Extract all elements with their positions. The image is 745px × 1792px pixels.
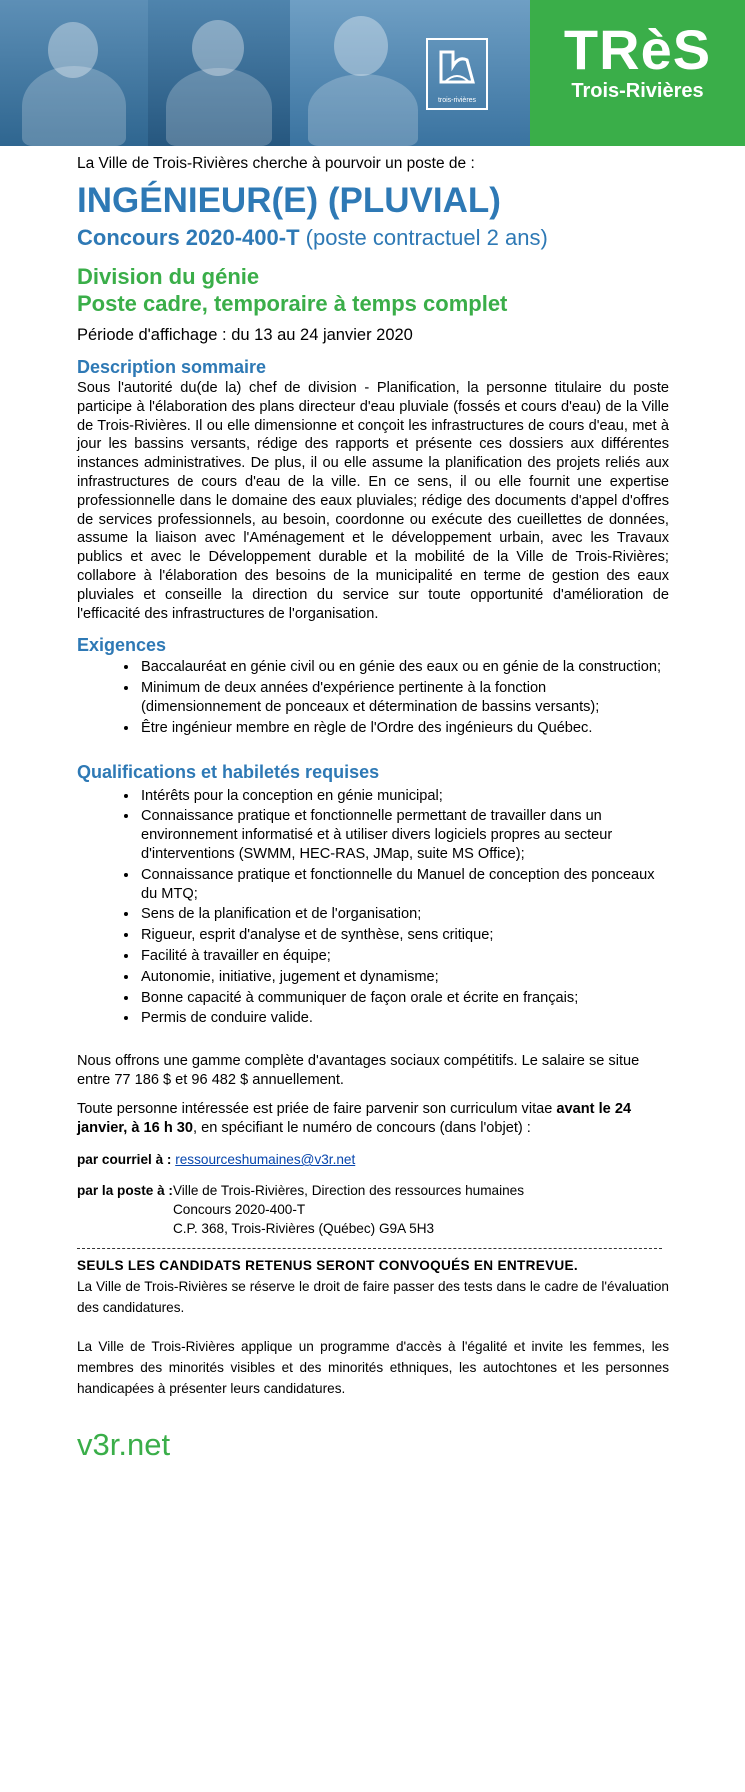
requirements-list (77, 658, 669, 737)
list-item: • Rigueur, esprit d'analyse et de synthèse, sens critique; (139, 926, 669, 945)
postal-address (173, 1181, 524, 1238)
qualifications-list (77, 787, 669, 1029)
list-item: • Facilité à travailler en équipe; (139, 947, 669, 966)
list-item: • Minimum de deux années d'expérience pertinente à la fonction (dimensionnement de ponceaux et détermination de bassins versants); (139, 679, 669, 717)
trois-rivieres-logo (426, 38, 488, 110)
header-banner (0, 0, 745, 146)
concours-line (77, 225, 669, 251)
job-title: INGÉNIEUR(E) (PLUVIAL) (77, 181, 501, 220)
post-label: par la poste à : (77, 1183, 173, 1199)
requirements-heading: Exigences (77, 635, 167, 656)
banner-photo-employee-3 (290, 0, 530, 146)
brand-city: Trois-Rivières (571, 80, 704, 102)
list-item: • Sens de la planification et de l'organisation; (139, 905, 669, 924)
qualifications-heading: Qualifications et habiletés requises (77, 761, 380, 782)
postal-address-row (77, 1181, 669, 1238)
concours-detail: (poste contractuel 2 ans) (299, 225, 548, 250)
posting-period: Période d'affichage : du 13 au 24 janvier 2020 (77, 326, 413, 344)
list-item: • Autonomie, initiative, jugement et dynamisme; (139, 968, 669, 987)
apply-suffix: , en spécifiant le numéro de concours (dans l'objet) : (193, 1120, 531, 1137)
division-name: Division du génie (77, 264, 260, 289)
tres-trois-rivieres-brand (530, 0, 745, 146)
description-heading: Description sommaire (77, 357, 267, 377)
list-item: • Baccalauréat en génie civil ou en génie des eaux ou en génie de la construction; (139, 658, 669, 677)
email-link[interactable]: ressourceshumaines@v3r.net (175, 1152, 356, 1168)
address-line: Ville de Trois-Rivières, Direction des ressources humaines (172, 1183, 525, 1199)
list-item: • Connaissance pratique et fonctionnelle du Manuel de conception des ponceaux du MTQ; (139, 866, 669, 904)
equity-statement: La Ville de Trois-Rivières applique un programme d'accès à l'égalité et invite les femmes, les membres des minorités visibles et des minorités ethniques, les autochtones et les personnes handicapées à présenter leurs candidatures. (77, 1339, 669, 1397)
division-block (77, 263, 669, 317)
banner-photo-employee-1 (0, 0, 148, 146)
email-label: par courriel à : (77, 1152, 176, 1168)
brand-tres: TRèS (563, 18, 712, 81)
application-instructions (77, 1100, 669, 1138)
apply-deadline: avant le 24 janvier, à 16 h 30 (77, 1101, 632, 1137)
concours-number: Concours 2020-400-T (77, 225, 300, 250)
position-type: Poste cadre, temporaire à temps complet (77, 291, 508, 316)
logo-caption: trois-rivières (437, 97, 477, 104)
description-text: Sous l'autorité du(de la) chef de division - Planification, la personne titulaire du poste participe à l'élaboration des plans directeur d'eau pluviale (fossés et cours d'eau) de la Ville de Trois-Rivières. Il ou elle dimensionne et conçoit les infrastructures de cours d'eau, met à jour les bassins versants, rédige des rapports et présente ces dossiers aux différentes instances administratives. De plus, il ou elle assume la planification des projets reliés aux infrastructures de cours d'eau de la ville. En ce sens, il ou elle fournit une expertise professionnelle dans le domaine des eaux pluviales; rédige des documents d'appel d'offres de services professionnels, au besoin, coordonne ou exécute des cueillettes de données, assume la liaison avec l'Aménagement et le développement urbain, avec les Travaux publics et avec le Développement durable et la mobilité de la Ville de Trois-Rivières; collabore à l'élaboration des besoins de la municipalité en terme de gestion des eaux pluviales et conseille la direction du service sur toute opportunité d'amélioration de l'efficacité des infrastructures de l'organisation. (77, 380, 669, 622)
banner-photo-police-officer (148, 0, 290, 146)
address-line: Concours 2020-400-T (172, 1202, 306, 1218)
interview-notice-caps: SEULS LES CANDIDATS RETENUS SERONT CONVOQUÉS EN ENTREVUE. (77, 1258, 578, 1274)
dashed-divider (77, 1248, 662, 1249)
job-posting (77, 146, 669, 1463)
apply-prefix: Toute personne intéressée est priée de faire parvenir son curriculum vitae (77, 1101, 557, 1118)
list-item: • Être ingénieur membre en règle de l'Ordre des ingénieurs du Québec. (139, 719, 669, 738)
footer-website: v3r.net (77, 1427, 171, 1463)
benefits-salary-text: Nous offrons une gamme complète d'avantages sociaux compétitifs. Le salaire se situe entre 77 186 $ et 96 482 $ annuellement. (77, 1053, 640, 1089)
list-item: • Bonne capacité à communiquer de façon orale et écrite en français; (139, 989, 669, 1008)
address-line: C.P. 368, Trois-Rivières (Québec) G9A 5H3 (172, 1221, 435, 1237)
list-item: • Permis de conduire valide. (139, 1009, 669, 1028)
intro-text: La Ville de Trois-Rivières cherche à pourvoir un poste de : (77, 155, 475, 172)
list-item: • Intérêts pour la conception en génie municipal; (139, 787, 669, 806)
interview-notice (77, 1255, 669, 1318)
list-item: • Connaissance pratique et fonctionnelle permettant de travailler dans un environnement informatisé et à utiliser divers logiciels propres au secteur d'interventions (SWMM, HEC-RAS, JMap, suite MS Office); (139, 807, 669, 863)
interview-notice-text: La Ville de Trois-Rivières se réserve le droit de faire passer des tests dans le cadre de l'évaluation des candidatures. (77, 1279, 669, 1316)
email-row (77, 1150, 669, 1169)
